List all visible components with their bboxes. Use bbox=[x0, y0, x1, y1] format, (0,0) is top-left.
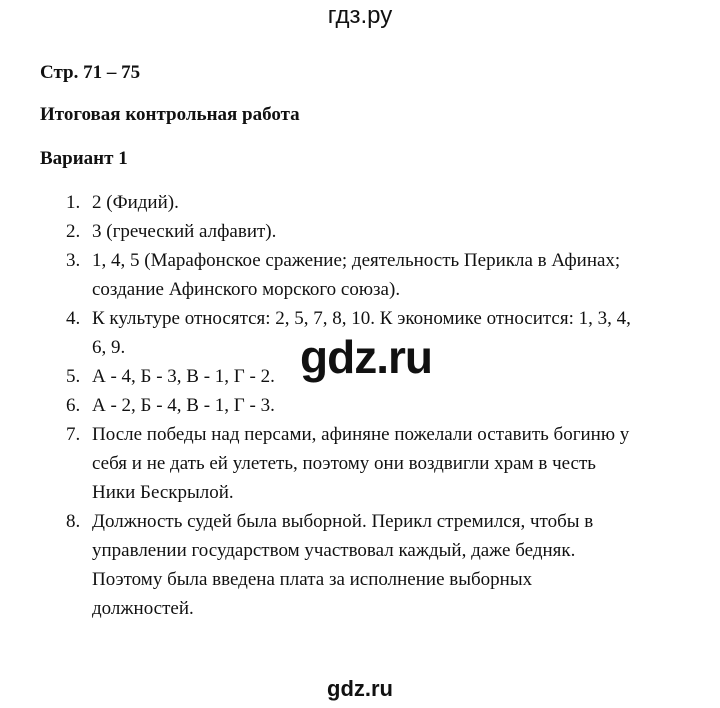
answer-line: А - 4, Б - 3, В - 1, Г - 2. bbox=[92, 366, 275, 387]
answer-number: 2. bbox=[66, 221, 81, 242]
answers-list bbox=[0, 188, 720, 623]
answer-item-7 bbox=[0, 420, 720, 507]
answer-line: Ники Бескрылой. bbox=[92, 482, 234, 503]
answer-item-2 bbox=[0, 217, 720, 246]
answer-number: 8. bbox=[66, 511, 81, 532]
answer-line: А - 2, Б - 4, В - 1, Г - 3. bbox=[92, 395, 275, 416]
answer-number: 5. bbox=[66, 366, 81, 387]
answer-item-8 bbox=[0, 507, 720, 623]
document-title: Итоговая контрольная работа bbox=[40, 104, 300, 125]
answer-line: После победы над персами, афиняне пожелали оставить богиню у bbox=[92, 424, 630, 445]
answer-line: 3 (греческий алфавит). bbox=[92, 221, 277, 242]
answer-line: 1, 4, 5 (Марафонское сражение; деятельность Перикла в Афинах; bbox=[92, 250, 621, 271]
answer-item-1 bbox=[0, 188, 720, 217]
answer-number: 1. bbox=[66, 192, 81, 213]
answer-line: управлении государством участвовал каждый, даже бедняк. bbox=[92, 540, 576, 561]
site-header: гдз.ру bbox=[327, 2, 393, 29]
answer-item-6 bbox=[0, 391, 720, 420]
answer-number: 7. bbox=[66, 424, 81, 445]
answer-line: 2 (Фидий). bbox=[92, 192, 179, 213]
answer-item-3 bbox=[0, 246, 720, 304]
answer-line: себя и не дать ей улететь, поэтому они воздвигли храм в честь bbox=[92, 453, 596, 474]
answer-number: 3. bbox=[66, 250, 81, 271]
variant-heading: Вариант 1 bbox=[40, 148, 128, 169]
footer-watermark: gdz.ru bbox=[327, 676, 393, 701]
answer-line: К культуре относятся: 2, 5, 7, 8, 10. К экономике относится: 1, 3, 4, bbox=[92, 308, 631, 329]
answer-line: создание Афинского морского союза). bbox=[92, 279, 401, 300]
page-range-heading: Стр. 71 – 75 bbox=[40, 62, 141, 83]
answer-number: 6. bbox=[66, 395, 81, 416]
answer-line: Поэтому была введена плата за исполнение выборных bbox=[92, 569, 533, 590]
answer-line: 6, 9. bbox=[92, 337, 126, 358]
watermark-logo: gdz.ru bbox=[296, 330, 436, 384]
answer-number: 4. bbox=[66, 308, 81, 329]
answer-line: должностей. bbox=[92, 598, 194, 619]
answer-line: Должность судей была выборной. Перикл стремился, чтобы в bbox=[92, 511, 594, 532]
